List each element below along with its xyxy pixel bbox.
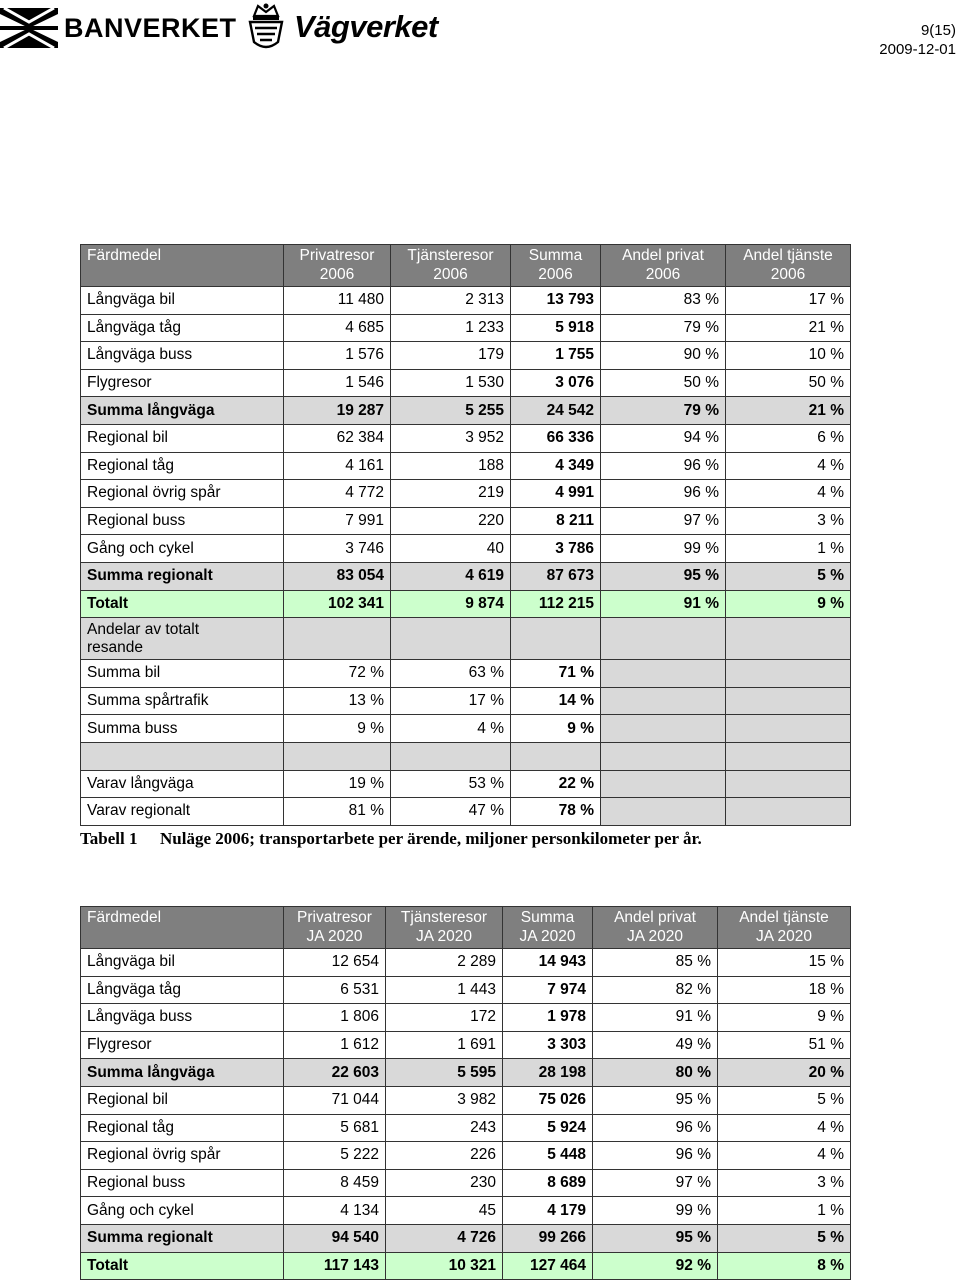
table-cell: 19 287 xyxy=(284,397,391,425)
table-cell: 20 % xyxy=(718,1059,851,1087)
table-cell: 8 459 xyxy=(284,1169,386,1197)
table-cell: 7 974 xyxy=(503,976,593,1004)
row-label: Regional bil xyxy=(81,424,284,452)
table-row xyxy=(81,314,851,342)
table-cell: 3 982 xyxy=(386,1086,503,1114)
row-label: Totalt xyxy=(81,590,284,618)
banverket-logo xyxy=(0,6,237,50)
table-cell xyxy=(601,687,726,715)
row-label: Flygresor xyxy=(81,1031,284,1059)
table-cell xyxy=(284,618,391,660)
column-header-line2: JA 2020 xyxy=(626,928,684,945)
table-cell: 1 530 xyxy=(391,369,511,397)
table-cell: 3 % xyxy=(726,507,851,535)
header-row xyxy=(81,245,851,287)
row-label: Långväga bil xyxy=(81,949,284,977)
table-cell xyxy=(511,742,601,770)
table-cell: 4 349 xyxy=(511,452,601,480)
table-cell: 6 531 xyxy=(284,976,386,1004)
column-header-line1: Privatresor xyxy=(299,247,375,264)
table-cell: 4 % xyxy=(391,715,511,743)
table-cell: 4 % xyxy=(726,480,851,508)
table-cell xyxy=(601,618,726,660)
table-cell: 96 % xyxy=(601,452,726,480)
table-cell: 4 % xyxy=(718,1114,851,1142)
column-header-line2: 2006 xyxy=(433,266,468,283)
table-cell xyxy=(726,770,851,798)
page-header xyxy=(0,0,960,60)
row-label: Långväga buss xyxy=(81,342,284,370)
row-label: Gång och cykel xyxy=(81,535,284,563)
table-cell: 188 xyxy=(391,452,511,480)
table-cell: 53 % xyxy=(391,770,511,798)
share-section-label xyxy=(81,618,284,660)
table-cell: 4 179 xyxy=(503,1197,593,1225)
table-cell: 10 % xyxy=(726,342,851,370)
summary-row xyxy=(81,562,851,590)
table-cell: 1 978 xyxy=(503,1004,593,1032)
table-2006 xyxy=(80,244,851,826)
row-label: Summa långväga xyxy=(81,1059,284,1087)
table-cell: 3 303 xyxy=(503,1031,593,1059)
table-cell: 7 991 xyxy=(284,507,391,535)
table-cell: 9 % xyxy=(284,715,391,743)
column-header-line1: Summa xyxy=(528,247,583,264)
table-cell: 117 143 xyxy=(284,1252,386,1280)
row-label: Långväga tåg xyxy=(81,314,284,342)
table-cell: 5 448 xyxy=(503,1142,593,1170)
row-label: Regional övrig spår xyxy=(81,1142,284,1170)
table-row xyxy=(81,424,851,452)
table-row xyxy=(81,1114,851,1142)
table-row xyxy=(81,1197,851,1225)
table-cell: 4 685 xyxy=(284,314,391,342)
table-cell xyxy=(601,660,726,688)
column-header xyxy=(511,245,601,287)
column-header-line1: Summa xyxy=(520,909,575,926)
column-header-line1: Andel tjänste xyxy=(743,247,833,264)
table-cell: 5 595 xyxy=(386,1059,503,1087)
table-cell: 94 540 xyxy=(284,1224,386,1252)
row-label: Summa långväga xyxy=(81,397,284,425)
table-cell: 220 xyxy=(391,507,511,535)
column-header xyxy=(81,245,284,287)
table-cell xyxy=(726,660,851,688)
table-cell xyxy=(81,742,284,770)
row-label: Summa bil xyxy=(81,660,284,688)
table-row xyxy=(81,342,851,370)
table-cell: 49 % xyxy=(593,1031,718,1059)
column-header xyxy=(284,907,386,949)
table-cell: 17 % xyxy=(726,287,851,315)
column-header xyxy=(726,245,851,287)
table-cell: 83 % xyxy=(601,287,726,315)
table-cell: 78 % xyxy=(511,798,601,826)
table-cell: 5 222 xyxy=(284,1142,386,1170)
table-cell: 99 % xyxy=(601,535,726,563)
table-cell: 4 % xyxy=(718,1142,851,1170)
table-cell: 5 918 xyxy=(511,314,601,342)
table-cell: 85 % xyxy=(593,949,718,977)
column-header-line1: Färdmedel xyxy=(87,909,162,926)
table-cell: 10 321 xyxy=(386,1252,503,1280)
column-header xyxy=(391,245,511,287)
row-label: Långväga bil xyxy=(81,287,284,315)
column-header-line2: JA 2020 xyxy=(415,928,473,945)
row-label: Summa buss xyxy=(81,715,284,743)
table-cell: 1 576 xyxy=(284,342,391,370)
column-header xyxy=(593,907,718,949)
table-cell: 2 289 xyxy=(386,949,503,977)
table-cell: 50 % xyxy=(601,369,726,397)
table-cell: 5 % xyxy=(718,1086,851,1114)
table-cell xyxy=(726,715,851,743)
row-label: Flygresor xyxy=(81,369,284,397)
table-cell: 62 384 xyxy=(284,424,391,452)
row-label: Regional bil xyxy=(81,1086,284,1114)
table-cell: 4 161 xyxy=(284,452,391,480)
table-cell: 8 211 xyxy=(511,507,601,535)
row-label: Regional buss xyxy=(81,507,284,535)
table-cell: 9 874 xyxy=(391,590,511,618)
table-cell: 79 % xyxy=(601,397,726,425)
column-header-line2: JA 2020 xyxy=(519,928,576,945)
table-cell: 1 233 xyxy=(391,314,511,342)
table-cell xyxy=(284,742,391,770)
column-header-line1: Andel privat xyxy=(614,909,696,926)
table-cell: 14 % xyxy=(511,687,601,715)
table-cell: 5 255 xyxy=(391,397,511,425)
table-cell: 19 % xyxy=(284,770,391,798)
column-header-line1: Privatresor xyxy=(297,909,372,926)
table-cell: 22 % xyxy=(511,770,601,798)
table-cell: 17 % xyxy=(391,687,511,715)
row-label: Totalt xyxy=(81,1252,284,1280)
row-label: Regional tåg xyxy=(81,452,284,480)
column-header xyxy=(601,245,726,287)
table-cell: 92 % xyxy=(593,1252,718,1280)
share-row xyxy=(81,660,851,688)
table-cell xyxy=(726,798,851,826)
table-cell: 112 215 xyxy=(511,590,601,618)
column-header xyxy=(503,907,593,949)
table-cell: 72 % xyxy=(284,660,391,688)
row-label: Långväga tåg xyxy=(81,976,284,1004)
table-row xyxy=(81,976,851,1004)
table-cell: 22 603 xyxy=(284,1059,386,1087)
table-cell: 81 % xyxy=(284,798,391,826)
caption-label: Tabell 1 xyxy=(80,829,138,848)
total-row xyxy=(81,590,851,618)
vagverket-logo-text: Vägverket xyxy=(294,9,438,44)
table-cell: 83 054 xyxy=(284,562,391,590)
total-row xyxy=(81,1252,851,1280)
row-label: Summa spårtrafik xyxy=(81,687,284,715)
table-row xyxy=(81,949,851,977)
column-header-line2: JA 2020 xyxy=(306,928,363,945)
table-cell: 4 134 xyxy=(284,1197,386,1225)
table-cell: 9 % xyxy=(718,1004,851,1032)
table-cell: 75 026 xyxy=(503,1086,593,1114)
table-cell: 1 806 xyxy=(284,1004,386,1032)
table-cell: 127 464 xyxy=(503,1252,593,1280)
table-cell: 3 952 xyxy=(391,424,511,452)
table-cell: 97 % xyxy=(601,507,726,535)
column-header-line2: 2006 xyxy=(770,266,806,283)
share-row xyxy=(81,687,851,715)
table-cell: 179 xyxy=(391,342,511,370)
summary-row xyxy=(81,397,851,425)
table-row xyxy=(81,287,851,315)
table-cell xyxy=(601,715,726,743)
table-row xyxy=(81,480,851,508)
row-label: Regional övrig spår xyxy=(81,480,284,508)
table-cell: 82 % xyxy=(593,976,718,1004)
banverket-logo-text: BANVERKET xyxy=(64,12,237,43)
table-cell: 91 % xyxy=(593,1004,718,1032)
table-cell: 21 % xyxy=(726,314,851,342)
banverket-emblem-icon xyxy=(0,8,58,48)
table-row xyxy=(81,1031,851,1059)
table-cell: 3 076 xyxy=(511,369,601,397)
table-cell: 3 % xyxy=(718,1169,851,1197)
summary-row xyxy=(81,1224,851,1252)
table-cell: 40 xyxy=(391,535,511,563)
table-cell: 71 044 xyxy=(284,1086,386,1114)
table-cell: 1 546 xyxy=(284,369,391,397)
table-cell: 8 % xyxy=(718,1252,851,1280)
table-cell: 13 793 xyxy=(511,287,601,315)
table-cell: 50 % xyxy=(726,369,851,397)
table-cell: 87 673 xyxy=(511,562,601,590)
table-cell: 99 % xyxy=(593,1197,718,1225)
table-cell: 13 % xyxy=(284,687,391,715)
table-cell: 96 % xyxy=(601,480,726,508)
table-cell: 3 746 xyxy=(284,535,391,563)
table-cell: 3 786 xyxy=(511,535,601,563)
table-cell: 95 % xyxy=(601,562,726,590)
column-header-line2: 2006 xyxy=(645,266,681,283)
column-header-line1: Färdmedel xyxy=(87,247,162,264)
table-cell: 12 654 xyxy=(284,949,386,977)
table-cell xyxy=(726,618,851,660)
table-cell: 4 % xyxy=(726,452,851,480)
table-cell: 9 % xyxy=(511,715,601,743)
table-cell xyxy=(391,618,511,660)
page-date: 2009-12-01 xyxy=(879,41,956,58)
table-cell: 45 xyxy=(386,1197,503,1225)
table-cell xyxy=(601,798,726,826)
table-cell: 5 924 xyxy=(503,1114,593,1142)
table-cell: 243 xyxy=(386,1114,503,1142)
table-cell: 80 % xyxy=(593,1059,718,1087)
share-section-label-line1: Andelar av totalt xyxy=(87,620,200,638)
share-section-header-row xyxy=(81,618,851,660)
table-cell: 18 % xyxy=(718,976,851,1004)
table-cell: 66 336 xyxy=(511,424,601,452)
column-header-line1: Andel tjänste xyxy=(739,909,829,926)
share-row xyxy=(81,715,851,743)
table-cell: 1 443 xyxy=(386,976,503,1004)
crown-emblem-icon xyxy=(244,2,288,52)
column-header xyxy=(81,907,284,949)
table-cell: 4 726 xyxy=(386,1224,503,1252)
share-row xyxy=(81,770,851,798)
caption-text: Nuläge 2006; transportarbete per ärende, miljoner personkilometer per år. xyxy=(160,829,702,848)
row-label: Regional buss xyxy=(81,1169,284,1197)
table-cell: 11 480 xyxy=(284,287,391,315)
summary-row xyxy=(81,1059,851,1087)
table-cell: 226 xyxy=(386,1142,503,1170)
table-row xyxy=(81,1004,851,1032)
table-2020 xyxy=(80,906,851,1280)
table-row xyxy=(81,1142,851,1170)
table-cell: 4 619 xyxy=(391,562,511,590)
table-cell: 5 % xyxy=(718,1224,851,1252)
table-row xyxy=(81,535,851,563)
table-row xyxy=(81,452,851,480)
share-row xyxy=(81,798,851,826)
table-cell: 51 % xyxy=(718,1031,851,1059)
row-label: Gång och cykel xyxy=(81,1197,284,1225)
column-header-line2: 2006 xyxy=(319,266,355,283)
table-cell: 2 313 xyxy=(391,287,511,315)
row-label: Långväga buss xyxy=(81,1004,284,1032)
row-label: Varav regionalt xyxy=(81,798,284,826)
table-cell: 95 % xyxy=(593,1224,718,1252)
row-label: Summa regionalt xyxy=(81,1224,284,1252)
row-label: Varav långväga xyxy=(81,770,284,798)
table-cell: 102 341 xyxy=(284,590,391,618)
column-header-line1: Tjänsteresor xyxy=(407,247,494,264)
column-header-line2: JA 2020 xyxy=(755,928,813,945)
column-header-line2: 2006 xyxy=(538,266,573,283)
table-cell: 5 681 xyxy=(284,1114,386,1142)
table-row xyxy=(81,1169,851,1197)
table-cell xyxy=(511,618,601,660)
table-cell: 1 % xyxy=(726,535,851,563)
table-cell: 5 % xyxy=(726,562,851,590)
table-cell: 4 772 xyxy=(284,480,391,508)
table-row xyxy=(81,1086,851,1114)
table-cell: 14 943 xyxy=(503,949,593,977)
table-caption xyxy=(80,829,702,849)
vagverket-logo xyxy=(244,2,438,52)
table-cell: 172 xyxy=(386,1004,503,1032)
table-cell: 9 % xyxy=(726,590,851,618)
table-cell: 219 xyxy=(391,480,511,508)
table-cell: 96 % xyxy=(593,1114,718,1142)
table-cell: 99 266 xyxy=(503,1224,593,1252)
column-header-line1: Tjänsteresor xyxy=(400,909,488,926)
row-label: Regional tåg xyxy=(81,1114,284,1142)
table-cell: 8 689 xyxy=(503,1169,593,1197)
table-cell: 96 % xyxy=(593,1142,718,1170)
column-header xyxy=(284,245,391,287)
table-cell xyxy=(726,742,851,770)
table-cell: 71 % xyxy=(511,660,601,688)
spacer-row xyxy=(81,742,851,770)
table-cell: 1 612 xyxy=(284,1031,386,1059)
table-cell: 1 % xyxy=(718,1197,851,1225)
column-header xyxy=(386,907,503,949)
table-cell: 6 % xyxy=(726,424,851,452)
table-cell: 21 % xyxy=(726,397,851,425)
table-cell: 4 991 xyxy=(511,480,601,508)
table-cell: 15 % xyxy=(718,949,851,977)
header-row xyxy=(81,907,851,949)
table-cell: 24 542 xyxy=(511,397,601,425)
table-cell: 1 755 xyxy=(511,342,601,370)
table-cell: 28 198 xyxy=(503,1059,593,1087)
table-row xyxy=(81,369,851,397)
table-cell xyxy=(726,687,851,715)
table-cell xyxy=(601,742,726,770)
column-header xyxy=(718,907,851,949)
column-header-line1: Andel privat xyxy=(622,247,704,264)
table-cell: 63 % xyxy=(391,660,511,688)
table-row xyxy=(81,507,851,535)
table-cell: 79 % xyxy=(601,314,726,342)
table-cell: 90 % xyxy=(601,342,726,370)
table-cell xyxy=(601,770,726,798)
page-number: 9(15) xyxy=(920,22,956,39)
table-cell: 94 % xyxy=(601,424,726,452)
share-section-label-line2: resande xyxy=(87,638,144,656)
table-cell xyxy=(391,742,511,770)
row-label: Summa regionalt xyxy=(81,562,284,590)
table-cell: 95 % xyxy=(593,1086,718,1114)
table-cell: 97 % xyxy=(593,1169,718,1197)
table-cell: 47 % xyxy=(391,798,511,826)
table-cell: 230 xyxy=(386,1169,503,1197)
table-cell: 1 691 xyxy=(386,1031,503,1059)
table-cell: 91 % xyxy=(601,590,726,618)
